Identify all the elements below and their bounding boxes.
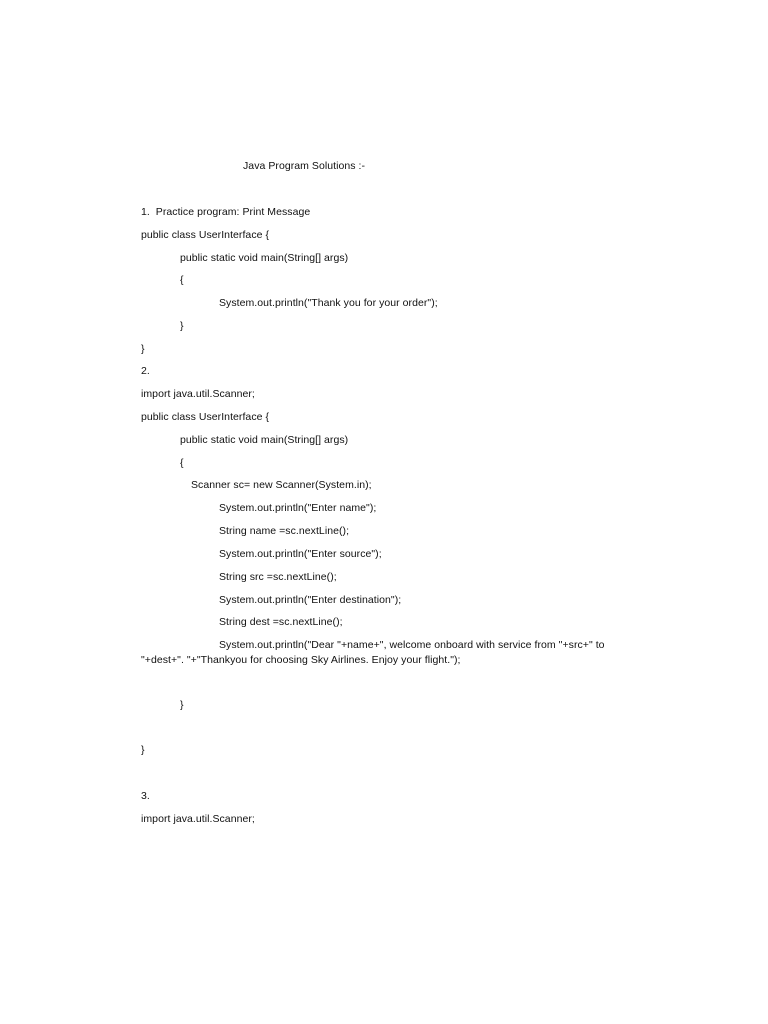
- code-line: public class UserInterface {: [141, 411, 270, 423]
- code-line: }: [141, 343, 145, 355]
- code-line: }: [180, 699, 184, 711]
- code-line: String dest =sc.nextLine();: [219, 616, 343, 628]
- section-heading: 1. Practice program: Print Message: [141, 206, 311, 218]
- code-line: Scanner sc= new Scanner(System.in);: [191, 479, 372, 491]
- code-line: import java.util.Scanner;: [141, 388, 255, 400]
- code-line: String name =sc.nextLine();: [219, 525, 350, 537]
- section-heading: 3.: [141, 790, 150, 802]
- code-line: System.out.println("Enter destination");: [219, 594, 402, 606]
- document-title: Java Program Solutions :-: [243, 160, 366, 172]
- code-line: {: [180, 274, 184, 286]
- code-line: {: [180, 457, 184, 469]
- section-heading: 2.: [141, 365, 150, 377]
- code-line: }: [180, 320, 184, 332]
- code-line: import java.util.Scanner;: [141, 813, 255, 825]
- code-line: System.out.println("Enter name");: [219, 502, 377, 514]
- code-line: public class UserInterface {: [141, 229, 270, 241]
- code-line: System.out.println("Enter source");: [219, 548, 382, 560]
- code-line: System.out.println("Dear "+name+", welcome onboard with service from "+src+" to: [219, 639, 605, 651]
- code-line: System.out.println("Thank you for your order");: [219, 297, 438, 309]
- code-line: public static void main(String[] args): [180, 252, 349, 264]
- code-line: String src =sc.nextLine();: [219, 571, 337, 583]
- code-line: public static void main(String[] args): [180, 434, 349, 446]
- code-line: }: [141, 744, 145, 756]
- code-line: "+dest+". "+"Thankyou for choosing Sky Airlines. Enjoy your flight.");: [141, 654, 461, 666]
